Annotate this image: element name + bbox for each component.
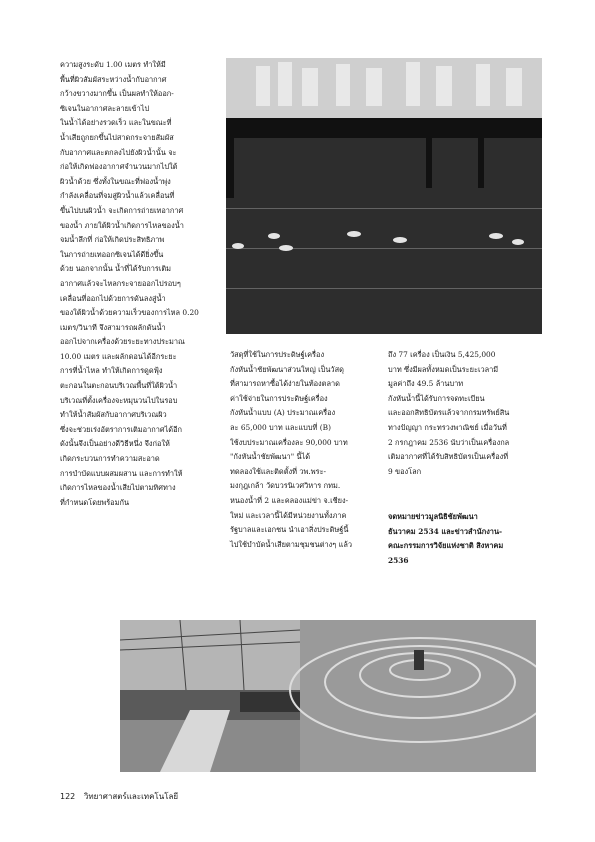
article-column-right: ถึง 77 เครื่อง เป็นเงิน 5,425,000 บาท ซึ่งมีผลทั้งหมดเป็นระยะเวลามี มูลค่าถึง 49.5 ล้านบาท กังหันน้ำนี้ได้รับการจดทะเบียน และออกสิทธิบัตรแล้วจากกรมทรัพย์สิน ทางปัญญา กระทรวงพาณิชย์ เมื่อวันที่ 2 กรกฎาคม 2536 นับว่าเป็นเครื่องกล เติมอากาศที่ได้รับสิทธิบัตรเป็นเครื่องที่ 9 ของโลก bbox=[388, 350, 510, 476]
aerator-photo-graphic bbox=[120, 620, 536, 772]
magazine-title: วิทยาศาสตร์และเทคโนโลยี bbox=[83, 792, 179, 801]
seagull-photo-graphic bbox=[226, 58, 542, 334]
photo-seagulls-on-water bbox=[226, 58, 542, 334]
photo-aerator-splash bbox=[120, 620, 536, 772]
source-reference: จดหมายข่าวมูลนิธิชัยพัฒนา ธันวาคม 2534 และข่าวสำนักงาน- คณะกรรมการวิจัยแห่งชาติ สิงหาคม 2536 bbox=[388, 512, 504, 565]
article-column-left: ความสูงระดับ 1.00 เมตร ทำให้มี พื้นที่ผิวสัมผัสระหว่างน้ำกับอากาศ กว้างขวางมากขึ้น เป็นผลทำให้ออก- ซิเจนในอากาศละลายเข้าไป ในน้ำได้อย่างรวดเร็ว และในขณะที่ น้ำเสียถูกยกขึ้นไปสาดกระจายสัมผัส กับอากาศและตกลงไปยังผิวน้ำนั้น จะ ก่อให้เกิดฟองอากาศจำนวนมากไปใต้ ผิวน้ำด้วย ซึ่งทั้งในขณะที่ฟองน้ำพุ่ง กำลังเคลื่อนที่จมสู่ผิวน้ำแล้วเคลื่อนที่ ขึ้นไปบนผิวน้ำ จะเกิดการถ่ายเทอากาศ ของน้ำ ภายใต้ผิวน้ำเกิดการไหลของน้ำ จมน้ำลึกที่ ก่อให้เกิดประสิทธิภาพ ในการถ่ายเทออกซิเจนได้ดียิ่งขึ้น ด้วย นอกจากนั้น น้ำที่ได้รับการเติม อากาศแล้วจะไหลกระจายออกไปรอบๆ เคลื่อนที่ออกไปด้วยการดันลงสู่น้ำ ของใต้ผิวน้ำด้วยความเร็วของการไหล 0.20 เมตร/วินาที จึงสามารถผลักดันน้ำ ออกไปจากเครื่องด้วยระยะทางประมาณ 10.00 เมตร และผลักดอนได้อีกระยะ การที่น้ำไหล ทำให้เกิดการดูดฟุ้ง ตะกอนในตะกอนบริเวณพื้นที่ใต้ผิวน้ำ บริเวณที่ตั้งเครื่องจะหมุนวนไปในรอบ ทำให้น้ำสัมผัสกับอากาศบริเวณผิว ซึ่งจะช่วยเร่งอัตราการเติมอากาศได้อีก ดังนั้นจึงเป็นอย่างดีวิธีหนึ่ง จึงก่อให้ เกิดกระบวนการทำความสะอาด การบำบัดแบบผสมผสาน และการทำให้ เกิดการไหลของน้ำเสียไปตามทิศทาง ที่กำหนดโดยพร้อมกัน bbox=[60, 60, 199, 507]
page-number: 122 bbox=[60, 792, 76, 801]
page-footer bbox=[60, 790, 184, 803]
article-column-middle: วัสดุที่ใช้ในการประดิษฐ์เครื่อง กังหันน้ำชัยพัฒนาส่วนใหญ่ เป็นวัสดุ ที่สามารถหาซื้อได้ง่ายในท้องตลาด ค่าใช้จ่ายในการประดิษฐ์เครื่อง กังหันน้ำแบบ (A) ประมาณเครื่อง ละ 65,000 บาท และแบบที่ (B) ใช้งบประมาณเครื่องละ 90,000 บาท "กังหันน้ำชัยพัฒนา" นี้ได้ ทดลองใช้และติดตั้งที่ วพ.พระ- มงกุฎเกล้า วัดบวรนิเวศวิหาร กทม. หนองน้ำที่ 2 และคลองแม่ข่า จ.เชียง- ใหม่ และเวลานี้ได้มีหน่วยงานทั้งภาค รัฐบาลและเอกชน นำเอาสิ่งประดิษฐ์นี้ ไปใช้บำบัดน้ำเสียตามชุมชนต่างๆ แล้ว bbox=[230, 350, 353, 549]
